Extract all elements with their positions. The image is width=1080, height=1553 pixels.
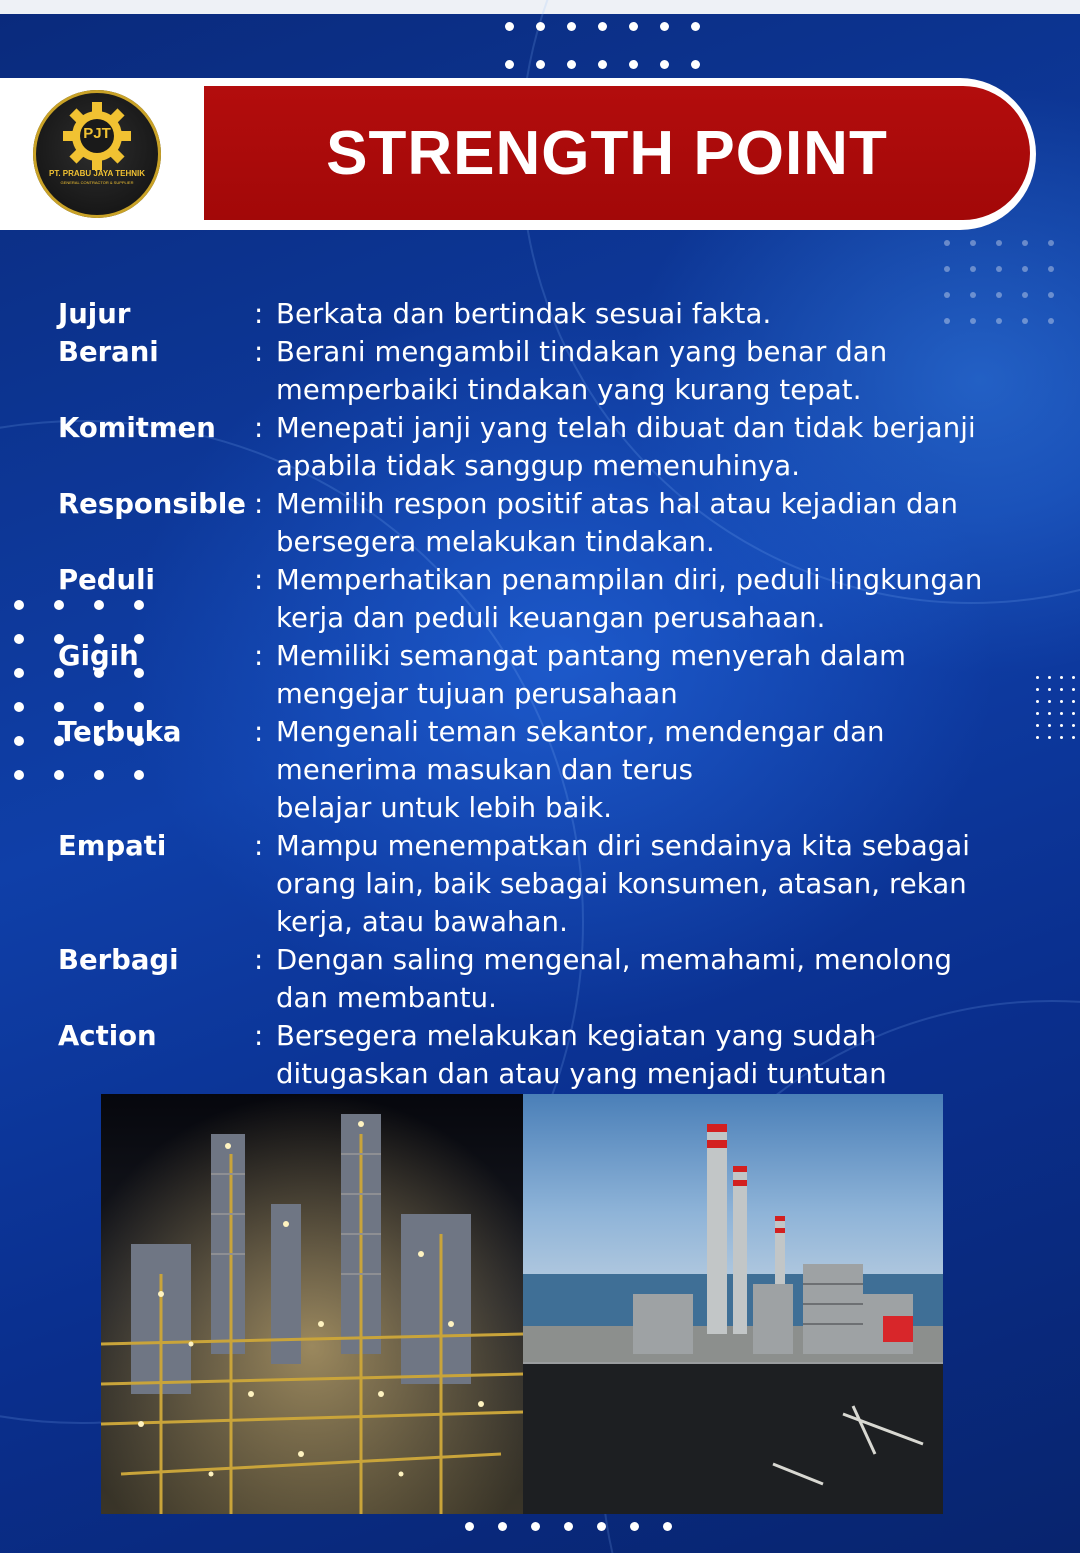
value-item-berani (58, 333, 1038, 409)
value-item-empati (58, 827, 1038, 941)
value-term: Responsible (58, 488, 246, 520)
gear-icon (33, 90, 161, 218)
logo-subtitle: GENERAL CONTRACTOR & SUPPLIER (60, 180, 134, 185)
values-list (58, 295, 1038, 1093)
value-description: Berani mengambil tindakan yang benar dan memperbaiki tindakan yang kurang tepat. (276, 336, 888, 406)
value-description: Memiliki semangat pantang menyerah dalam mengejar tujuan perusahaan (276, 640, 907, 710)
value-colon: : (254, 1020, 264, 1052)
right-dot-grid (1036, 676, 1080, 748)
value-colon: : (254, 716, 264, 748)
value-term: Komitmen (58, 412, 216, 444)
value-colon: : (254, 640, 264, 672)
value-item-peduli (58, 561, 1038, 637)
value-term: Gigih (58, 640, 139, 672)
value-term: Terbuka (58, 716, 182, 748)
refinery-night-photo (101, 1094, 523, 1514)
bottom-dot-row (465, 1522, 696, 1534)
value-description: Memilih respon positif atas hal atau kejadian dan bersegera melakukan tindakan. (276, 488, 959, 558)
title-banner (204, 86, 1030, 220)
value-item-action (58, 1017, 1038, 1093)
value-term: Berbagi (58, 944, 179, 976)
company-logo (33, 90, 161, 218)
value-description: Berkata dan bertindak sesuai fakta. (276, 298, 772, 330)
value-item-gigih (58, 637, 1038, 713)
value-item-terbuka (58, 713, 1038, 827)
value-colon: : (254, 488, 264, 520)
value-item-jujur (58, 295, 1038, 333)
value-item-responsible (58, 485, 1038, 561)
value-item-komitmen (58, 409, 1038, 485)
logo-monogram: PJT (83, 125, 111, 142)
value-description: Bersegera melakukan kegiatan yang sudah ditugaskan dan atau yang menjadi tuntutan (276, 1020, 887, 1090)
value-colon: : (254, 412, 264, 444)
value-description: Dengan saling mengenal, memahami, menolong dan membantu. (276, 944, 953, 1014)
page-title: STRENGTH POINT (326, 118, 888, 188)
power-plant-photo (523, 1094, 943, 1514)
value-term: Empati (58, 830, 167, 862)
value-colon: : (254, 336, 264, 368)
value-item-berbagi (58, 941, 1038, 1017)
value-colon: : (254, 830, 264, 862)
value-term: Action (58, 1020, 157, 1052)
value-colon: : (254, 944, 264, 976)
value-colon: : (254, 564, 264, 596)
value-term: Berani (58, 336, 159, 368)
value-description: Menepati janji yang telah dibuat dan tidak berjanji apabila tidak sanggup memenuhinya. (276, 412, 976, 482)
value-term: Jujur (58, 298, 131, 330)
value-colon: : (254, 298, 264, 330)
logo-company-name: PT. PRABU JAYA TEHNIK (48, 169, 146, 178)
value-description: Mampu menempatkan diri sendainya kita sebagai orang lain, baik sebagai konsumen, atasan, rekan kerja, atau bawahan. (276, 830, 971, 938)
value-description: Mengenali teman sekantor, mendengar dan menerima masukan dan terus belajar untuk lebih baik. (276, 716, 885, 824)
value-description: Memperhatikan penampilan diri, peduli lingkungan kerja dan peduli keuangan perusahaan. (276, 564, 983, 634)
value-term: Peduli (58, 564, 155, 596)
